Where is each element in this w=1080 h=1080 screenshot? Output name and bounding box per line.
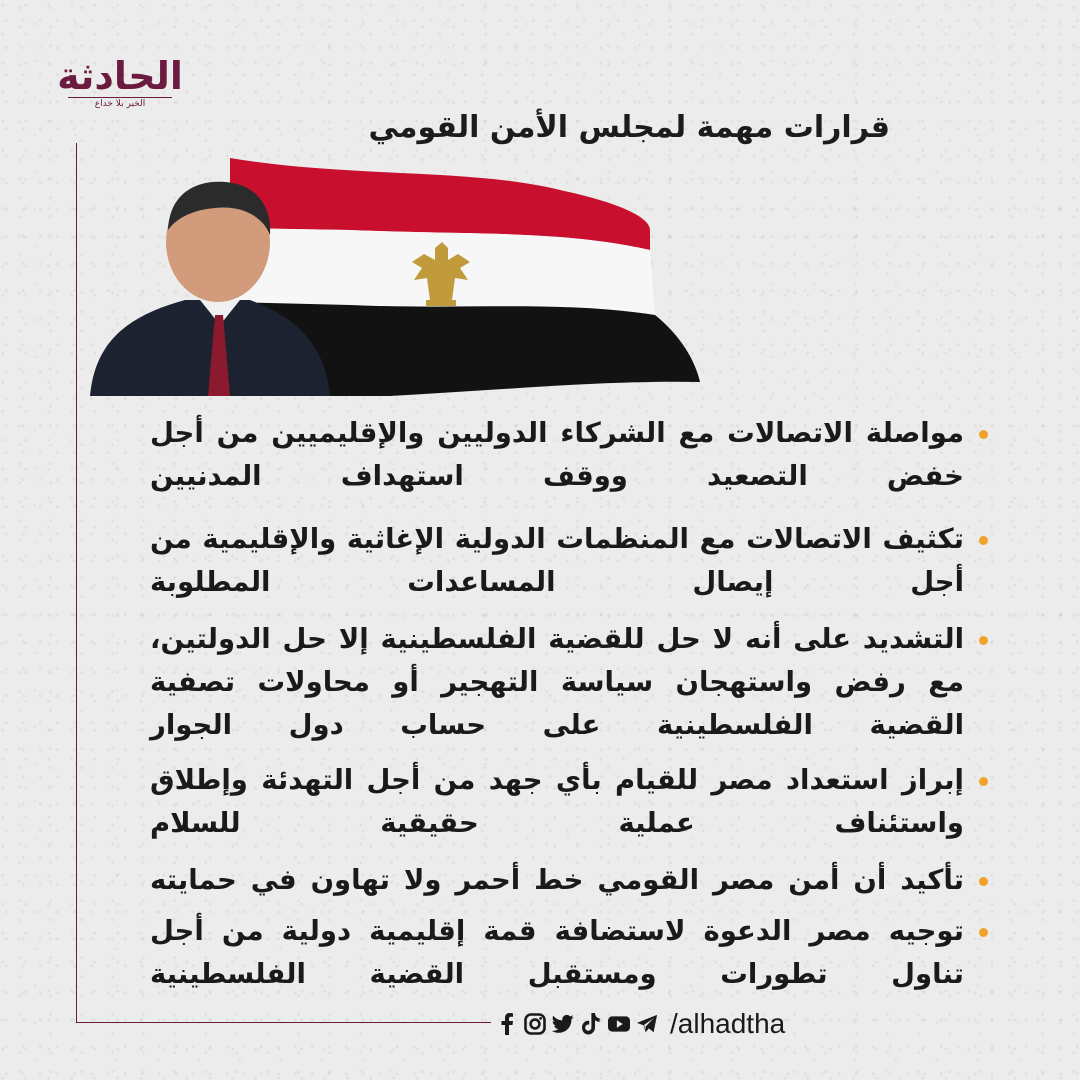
brand-logo	[50, 55, 190, 115]
twitter-icon[interactable]	[552, 1013, 574, 1035]
tiktok-icon[interactable]	[580, 1013, 602, 1035]
social-links	[496, 1006, 785, 1042]
instagram-icon[interactable]	[524, 1013, 546, 1035]
hero-image	[90, 150, 710, 400]
list-item: التشديد على أنه لا حل للقضية الفلسطينية إلا حل الدولتين، مع رفض واستهجان سياسة التهجير أو محاولات تصفية القضية الفلسطينية على حساب دول الجوار	[150, 618, 990, 747]
list-item: تأكيد أن أمن مصر القومي خط أحمر ولا تهاون في حمايته	[150, 859, 990, 902]
list-item: مواصلة الاتصالات مع الشركاء الدوليين والإقليميين من أجل خفض التصعيد ووقف استهداف المدنيين	[150, 412, 990, 498]
bullet-icon	[979, 430, 988, 439]
bullet-icon	[979, 777, 988, 786]
list-item: تكثيف الاتصالات مع المنظمات الدولية الإغاثية والإقليمية من أجل إيصال المساعدات المطلوبة	[150, 518, 990, 604]
egypt-flag-image	[90, 150, 710, 400]
logo-tagline: الخبر بلا خداع	[68, 97, 172, 110]
bullet-icon	[979, 877, 988, 886]
social-handle[interactable]: /alhadtha	[670, 1008, 786, 1039]
decisions-list	[150, 412, 990, 996]
page-title: قرارات مهمة لمجلس الأمن القومي	[368, 110, 890, 145]
telegram-icon[interactable]	[636, 1013, 658, 1035]
frame-horizontal-line	[76, 1022, 491, 1023]
list-item: توجيه مصر الدعوة لاستضافة قمة إقليمية دولية من أجل تناول تطورات ومستقبل القضية الفلسطينية	[150, 910, 990, 996]
logo-name: الحادثة	[57, 54, 183, 98]
bullet-icon	[979, 536, 988, 545]
list-item: إبراز استعداد مصر للقيام بأي جهد من أجل التهدئة وإطلاق واستئناف عملية حقيقية للسلام	[150, 759, 990, 845]
bullet-icon	[979, 928, 988, 937]
frame-vertical-line	[76, 143, 77, 1023]
bullet-icon	[979, 636, 988, 645]
youtube-icon[interactable]	[608, 1013, 630, 1035]
facebook-icon[interactable]	[496, 1013, 518, 1035]
